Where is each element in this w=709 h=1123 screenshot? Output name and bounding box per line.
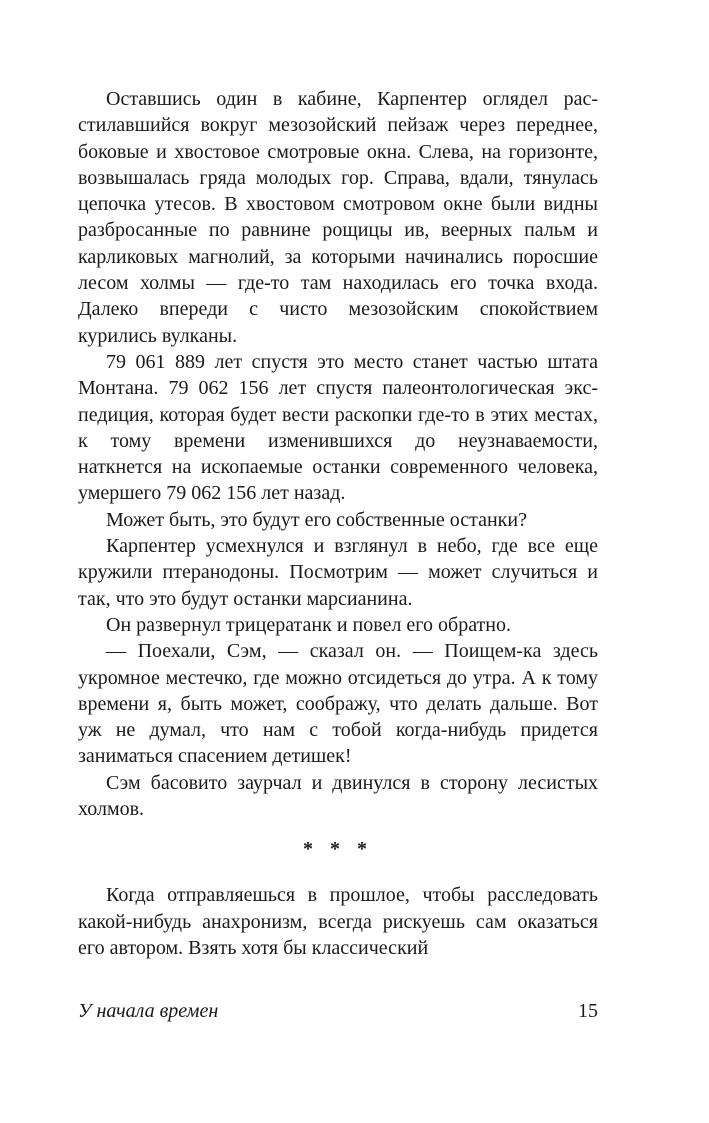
paragraph-1: Оставшись один в кабине, Карпентер оглядел расстилавшийся вокруг мезозойский пейзаж через переднее, боковые и хвостовое смотровые окна. Слева, на горизонте, возвышалась гряда молодых гор. Справа, вдали, тянулась цепочка утесов. В хвостовом смотровом окне были видны разбросанные по равнине рощицы ив, веерных пальм и карликовых магнолий, за которыми начинались поросшие лесом холмы — где-то там находилась его точка входа. Далеко впереди с чисто мезозойским спокойствием курились вулканы.	[78, 88, 598, 347]
paragraph-7: Сэм басовито заурчал и двинулся в сторону лесистых холмов.	[78, 771, 598, 821]
page-number: 15	[578, 1000, 598, 1022]
paragraph-3: Может быть, это будут его собственные останки?	[106, 508, 527, 531]
paragraph-4: Карпентер усмехнулся и взглянул в небо, где все еще кружили птеранодоны. Посмотрим — может случиться и так, что это будут останки марсианина.	[78, 535, 598, 610]
section-separator: * * *	[303, 838, 373, 861]
page-body	[78, 86, 598, 961]
running-title: У начала времен	[78, 1000, 219, 1022]
paragraph-2: 79 061 889 лет спустя это место станет частью штата Монтана. 79 062 156 лет спустя палеонтологическая экспедиция, которая будет вести раскопки где-то в этих местах, к тому времени изменившихся до неузнаваемости, наткнется на ископаемые останки современного человека, умершего 79 062 156 лет назад.	[78, 350, 598, 505]
paragraph-8: Когда отправляешься в прошлое, чтобы расследовать какой-нибудь анахронизм, всегда рискуешь сам оказаться его автором. Взять хотя бы классический	[78, 884, 598, 959]
paragraph-6: — Поехали, Сэм, — сказал он. — Поищем-ка здесь укромное местечко, где можно отсидеться до утра. А к тому времени я, быть может, соображу, что делать дальше. Вот уж не думал, что нам с тобой когда-нибудь придется заниматься спасением детишек!	[78, 640, 598, 768]
paragraph-5: Он развернул трицератанк и повел его обратно.	[106, 613, 511, 636]
